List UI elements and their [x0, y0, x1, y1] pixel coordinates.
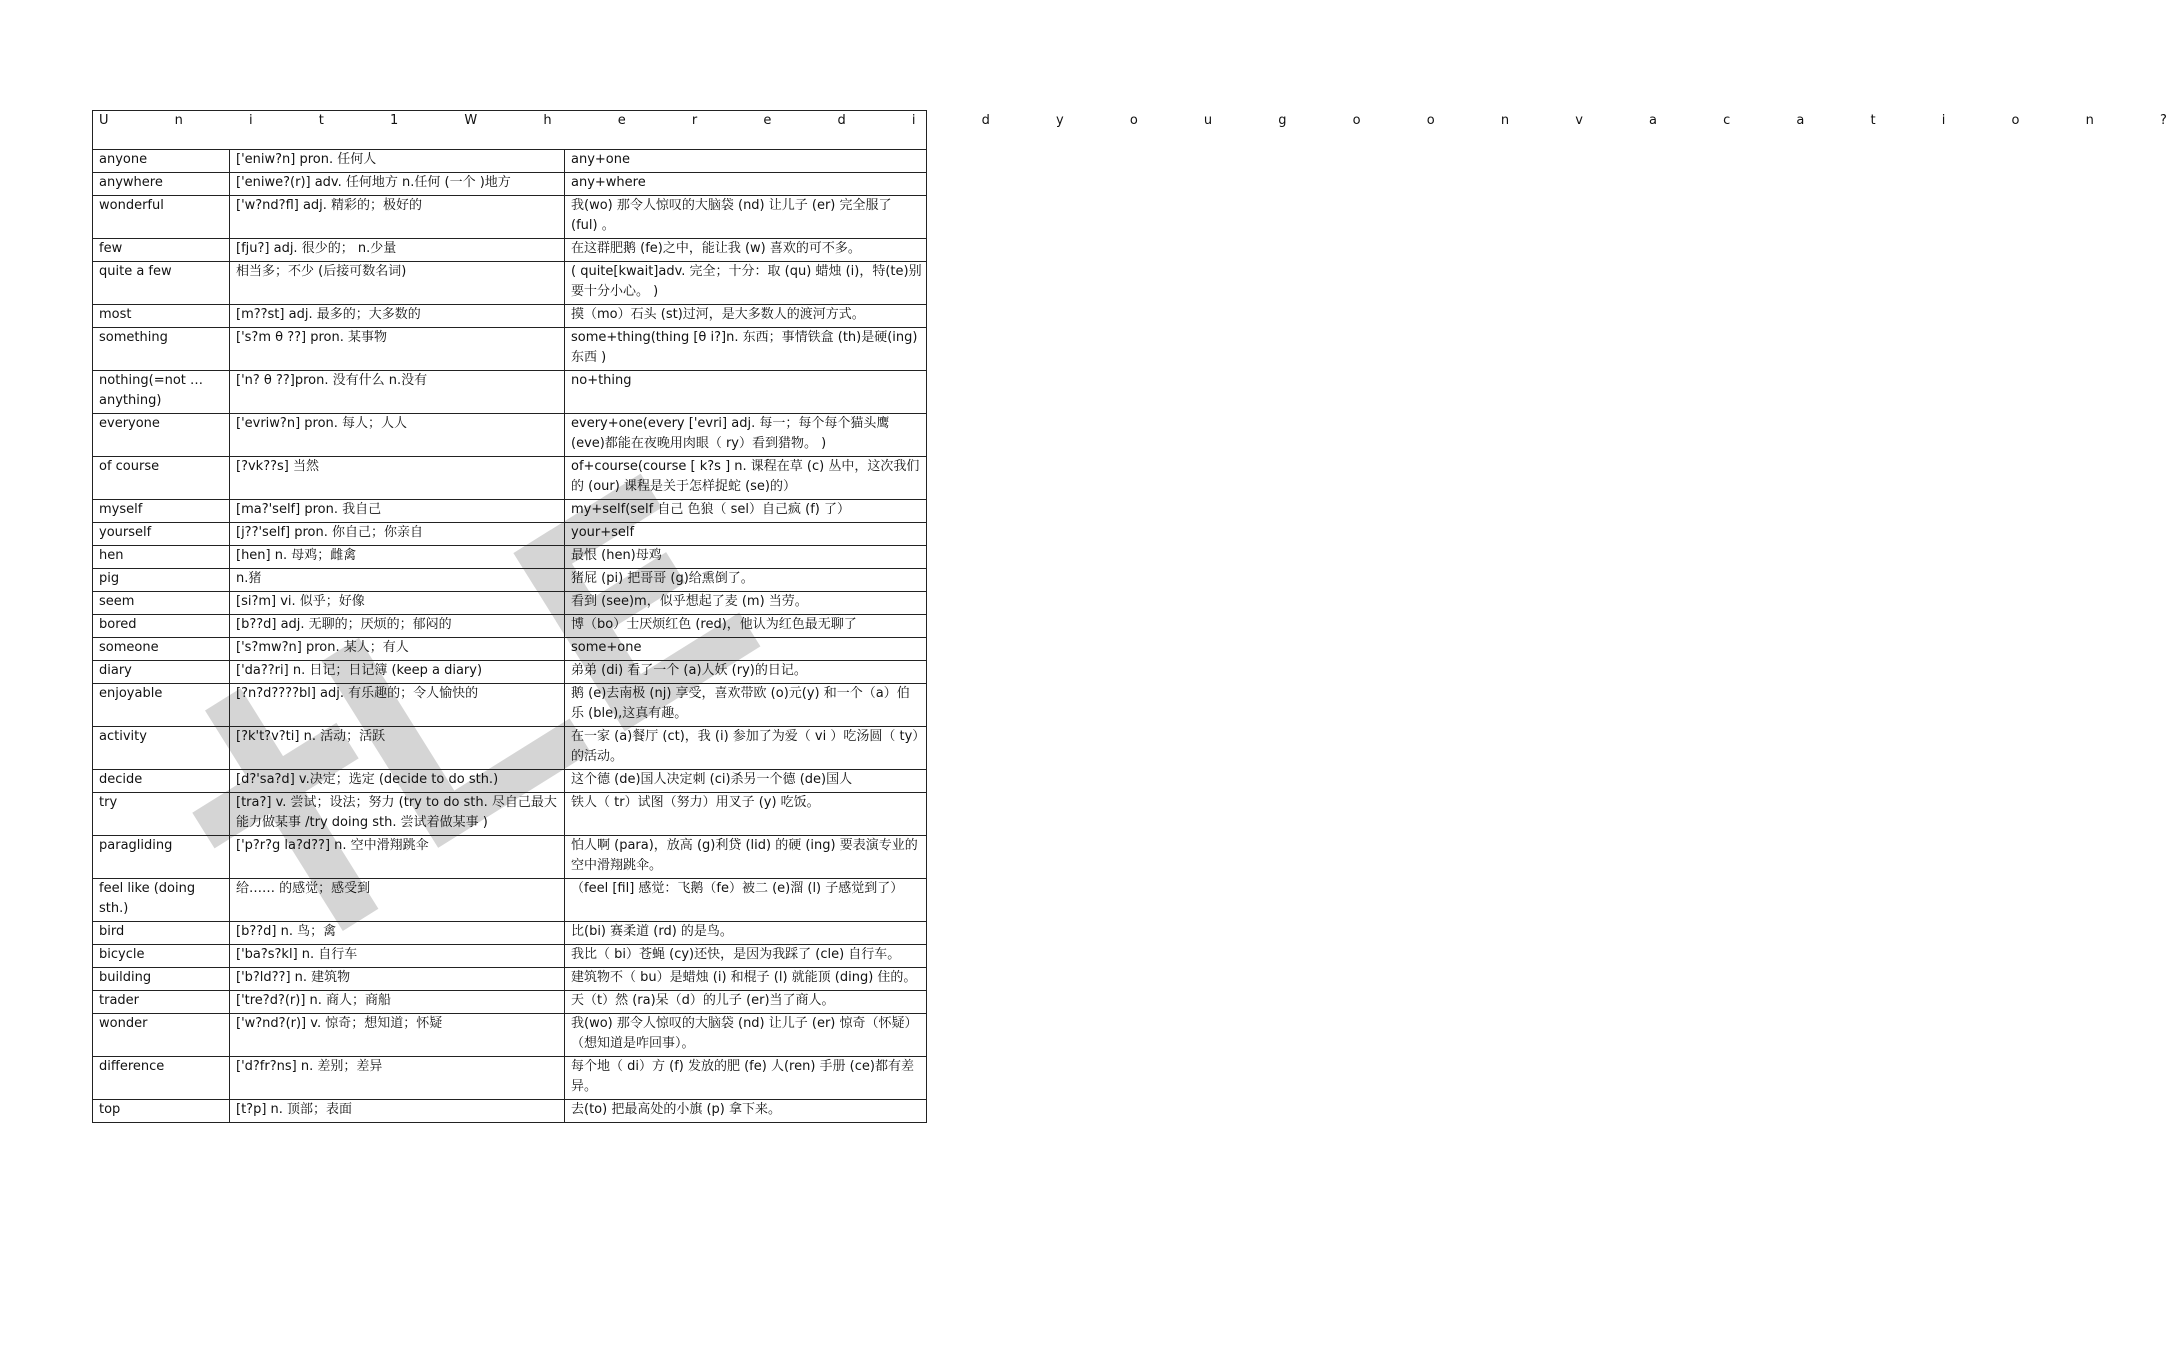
word-cell: wonderful: [93, 196, 230, 239]
word-cell: top: [93, 1100, 230, 1123]
memory-tip-cell: every+one(every ['evri] adj. 每一；每个每个猫头鹰(eve)都能在夜晚用肉眼（ ry）看到猎物。 ): [565, 414, 927, 457]
pronunciation-cell: [?k't?v?ti] n. 活动；活跃: [230, 727, 565, 770]
memory-tip-cell: 猪屁 (pi) 把哥哥 (g)给熏倒了。: [565, 569, 927, 592]
word-cell: difference: [93, 1057, 230, 1100]
word-cell: myself: [93, 500, 230, 523]
table-row: [93, 592, 927, 615]
memory-tip-cell: 比(bi) 赛柔道 (rd) 的是鸟。: [565, 922, 927, 945]
memory-tip-cell: 这个德 (de)国人决定刺 (ci)杀另一个德 (de)国人: [565, 770, 927, 793]
pronunciation-cell: ['n? θ ??]pron. 没有什么 n.没有: [230, 371, 565, 414]
memory-tip-cell: 摸（mo）石头 (st)过河，是大多数人的渡河方式。: [565, 305, 927, 328]
word-cell: seem: [93, 592, 230, 615]
word-cell: bicycle: [93, 945, 230, 968]
memory-tip-cell: 怕人啊 (para)，放高 (g)利贷 (lid) 的硬 (ing) 要表演专业的空中滑翔跳伞。: [565, 836, 927, 879]
memory-tip-cell: 建筑物不（ bu）是蜡烛 (i) 和棍子 (l) 就能顶 (ding) 住的。: [565, 968, 927, 991]
word-cell: few: [93, 239, 230, 262]
memory-tip-cell: 我比（ bi）苍蝇 (cy)还快，是因为我踩了 (cle) 自行车。: [565, 945, 927, 968]
word-cell: activity: [93, 727, 230, 770]
word-cell: most: [93, 305, 230, 328]
word-cell: wonder: [93, 1014, 230, 1057]
word-cell: anywhere: [93, 173, 230, 196]
memory-tip-cell: 去(to) 把最高处的小旗 (p) 拿下来。: [565, 1100, 927, 1123]
pronunciation-cell: [m??st] adj. 最多的；大多数的: [230, 305, 565, 328]
table-row: [93, 1100, 927, 1123]
word-cell: bored: [93, 615, 230, 638]
table-row: [93, 546, 927, 569]
pronunciation-cell: ['tre?d?(r)] n. 商人；商船: [230, 991, 565, 1014]
table-row: [93, 661, 927, 684]
pronunciation-cell: ['w?nd?fl] adj. 精彩的；极好的: [230, 196, 565, 239]
table-row: [93, 371, 927, 414]
memory-tip-cell: any+one: [565, 150, 927, 173]
word-cell: everyone: [93, 414, 230, 457]
table-row: [93, 1057, 927, 1100]
memory-tip-cell: 我(wo) 那令人惊叹的大脑袋 (nd) 让儿子 (er) 完全服了 (ful) 。: [565, 196, 927, 239]
word-cell: paragliding: [93, 836, 230, 879]
table-row: [93, 569, 927, 592]
pronunciation-cell: [tra?] v. 尝试；设法；努力 (try to do sth. 尽自己最大能力做某事 /try doing sth. 尝试着做某事 ): [230, 793, 565, 836]
memory-tip-cell: 博（bo）士厌烦红色 (red)，他认为红色最无聊了: [565, 615, 927, 638]
table-row: [93, 879, 927, 922]
memory-tip-cell: any+where: [565, 173, 927, 196]
word-cell: hen: [93, 546, 230, 569]
pronunciation-cell: [si?m] vi. 似乎；好像: [230, 592, 565, 615]
pronunciation-cell: ['p?r?g la?d??] n. 空中滑翔跳伞: [230, 836, 565, 879]
table-row: [93, 991, 927, 1014]
table-row: [93, 1014, 927, 1057]
table-row: [93, 727, 927, 770]
word-cell: decide: [93, 770, 230, 793]
table-row: [93, 770, 927, 793]
table-row: [93, 457, 927, 500]
pronunciation-cell: [t?p] n. 顶部；表面: [230, 1100, 565, 1123]
memory-tip-cell: no+thing: [565, 371, 927, 414]
word-cell: of course: [93, 457, 230, 500]
table-row: [93, 328, 927, 371]
pronunciation-cell: [?n?d????bl] adj. 有乐趣的；令人愉快的: [230, 684, 565, 727]
pronunciation-cell: ['ba?s?kl] n. 自行车: [230, 945, 565, 968]
memory-tip-cell: my+self(self 自己 色狼（ sel）自己疯 (f) 了）: [565, 500, 927, 523]
word-cell: someone: [93, 638, 230, 661]
pronunciation-cell: ['w?nd?(r)] v. 惊奇；想知道；怀疑: [230, 1014, 565, 1057]
memory-tip-cell: 在这群肥鹅 (fe)之中，能让我 (w) 喜欢的可不多。: [565, 239, 927, 262]
table-row: [93, 836, 927, 879]
word-cell: anyone: [93, 150, 230, 173]
pronunciation-cell: ['eniwe?(r)] adv. 任何地方 n.任何 (一个 )地方: [230, 173, 565, 196]
memory-tip-cell: 看到 (see)m，似乎想起了麦 (m) 当劳。: [565, 592, 927, 615]
table-row: [93, 793, 927, 836]
word-cell: quite a few: [93, 262, 230, 305]
word-cell: enjoyable: [93, 684, 230, 727]
pronunciation-cell: ['s?m θ ??] pron. 某事物: [230, 328, 565, 371]
memory-tip-cell: 我(wo) 那令人惊叹的大脑袋 (nd) 让儿子 (er) 惊奇（怀疑）（想知道是咋回事）。: [565, 1014, 927, 1057]
memory-tip-cell: 弟弟 (di) 看了一个 (a)人妖 (ry)的日记。: [565, 661, 927, 684]
word-cell: building: [93, 968, 230, 991]
memory-tip-cell: of+course(course [ k?s ] n. 课程在草 (c) 丛中，这次我们的 (our) 课程是关于怎样捉蛇 (se)的）: [565, 457, 927, 500]
table-row: [93, 968, 927, 991]
pronunciation-cell: [ma?'self] pron. 我自己: [230, 500, 565, 523]
table-row: [93, 305, 927, 328]
word-cell: nothing(=not … anything): [93, 371, 230, 414]
word-cell: yourself: [93, 523, 230, 546]
word-cell: pig: [93, 569, 230, 592]
pronunciation-cell: ['da??ri] n. 日记；日记簿 (keep a diary): [230, 661, 565, 684]
table-row: [93, 414, 927, 457]
memory-tip-cell: （feel [fil] 感觉：飞鹅（fe）被二 (e)溜 (l) 子感觉到了）: [565, 879, 927, 922]
word-cell: something: [93, 328, 230, 371]
pronunciation-cell: 给…… 的感觉；感受到: [230, 879, 565, 922]
pronunciation-cell: ['eniw?n] pron. 任何人: [230, 150, 565, 173]
table-row: [93, 150, 927, 173]
pronunciation-cell: ['s?mw?n] pron. 某人；有人: [230, 638, 565, 661]
pronunciation-cell: ['b?ld??] n. 建筑物: [230, 968, 565, 991]
pronunciation-cell: [j??'self] pron. 你自己；你亲自: [230, 523, 565, 546]
memory-tip-cell: some+thing(thing [θ i?]n. 东西；事情铁盒 (th)是硬(ing) 东西 ): [565, 328, 927, 371]
table-row: [93, 523, 927, 546]
word-cell: feel like (doing sth.): [93, 879, 230, 922]
table-row: [93, 638, 927, 661]
pronunciation-cell: [b??d] n. 鸟；禽: [230, 922, 565, 945]
pronunciation-cell: ['evriw?n] pron. 每人；人人: [230, 414, 565, 457]
memory-tip-cell: 最恨 (hen)母鸡: [565, 546, 927, 569]
memory-tip-cell: 天（t）然 (ra)呆（d）的儿子 (er)当了商人。: [565, 991, 927, 1014]
word-cell: trader: [93, 991, 230, 1014]
vocabulary-table: [92, 110, 2181, 1123]
vocabulary-sheet: [92, 110, 2181, 1123]
pronunciation-cell: ['d?fr?ns] n. 差别；差异: [230, 1057, 565, 1100]
unit-title-cell: [93, 111, 2181, 150]
pronunciation-cell: 相当多；不少 (后接可数名词): [230, 262, 565, 305]
memory-tip-cell: your+self: [565, 523, 927, 546]
pronunciation-cell: [hen] n. 母鸡；雌禽: [230, 546, 565, 569]
pronunciation-cell: n.猪: [230, 569, 565, 592]
pronunciation-cell: [d?'sa?d] v.决定；选定 (decide to do sth.): [230, 770, 565, 793]
table-row: [93, 945, 927, 968]
memory-tip-cell: ( quite[kwait]adv. 完全；十分：取 (qu) 蜡烛 (i)，特(te)别要十分小心。 ): [565, 262, 927, 305]
table-row: [93, 173, 927, 196]
title-row: [93, 111, 927, 150]
word-cell: try: [93, 793, 230, 836]
memory-tip-cell: 每个地（ di）方 (f) 发放的肥 (fe) 人(ren) 手册 (ce)都有差异。: [565, 1057, 927, 1100]
word-cell: bird: [93, 922, 230, 945]
table-row: [93, 615, 927, 638]
memory-tip-cell: some+one: [565, 638, 927, 661]
pronunciation-cell: [?vk??s] 当然: [230, 457, 565, 500]
pronunciation-cell: [b??d] adj. 无聊的；厌烦的；郁闷的: [230, 615, 565, 638]
table-row: [93, 922, 927, 945]
table-row: [93, 500, 927, 523]
table-row: [93, 196, 927, 239]
memory-tip-cell: 铁人（ tr）试图（努力）用叉子 (y) 吃饭。: [565, 793, 927, 836]
table-row: [93, 684, 927, 727]
pronunciation-cell: [fju?] adj. 很少的； n.少量: [230, 239, 565, 262]
memory-tip-cell: 鹅 (e)去南极 (nj) 享受，喜欢带欧 (o)元(y) 和一个（a）伯乐 (ble),这真有趣。: [565, 684, 927, 727]
word-cell: diary: [93, 661, 230, 684]
unit-title: U n i t 1 W h e r e d i d y o u g o o n v a c a t i o n ?: [99, 113, 2181, 128]
table-row: [93, 262, 927, 305]
table-row: [93, 239, 927, 262]
memory-tip-cell: 在一家 (a)餐厅 (ct)，我 (i) 参加了为爱（ vi ）吃汤圆（ ty）的活动。: [565, 727, 927, 770]
